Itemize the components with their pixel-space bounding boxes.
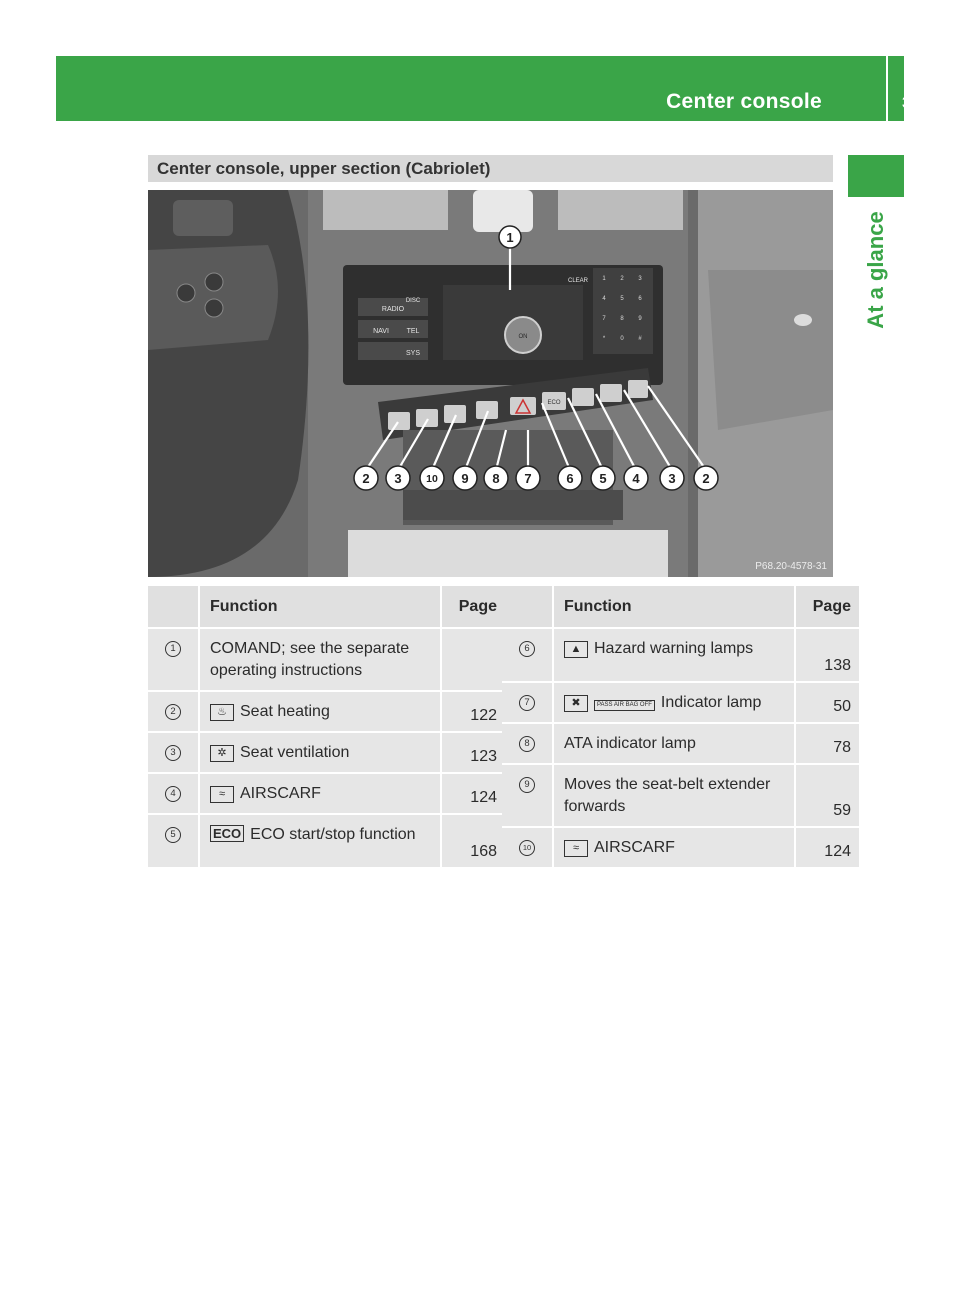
callout-2-right: 2 xyxy=(702,471,710,486)
header-divider xyxy=(886,56,888,121)
row-page: 122 xyxy=(442,692,505,733)
key-8: 8 xyxy=(620,316,624,322)
row-number: 1 xyxy=(165,641,181,657)
seat-occupancy-icon: ✖ xyxy=(564,695,588,712)
key-star: * xyxy=(602,336,606,342)
key-6: 6 xyxy=(638,296,642,302)
console-illustration xyxy=(148,190,833,577)
row-number: 9 xyxy=(519,777,535,793)
function-table-right xyxy=(502,586,859,869)
table-row xyxy=(502,765,859,828)
row-number: 5 xyxy=(165,827,181,843)
airscarf-icon: ≈ xyxy=(210,786,234,803)
row-number: 3 xyxy=(165,745,181,761)
table-header-page: Page xyxy=(796,586,859,629)
row-number: 2 xyxy=(165,704,181,720)
table-header-num xyxy=(502,586,554,629)
callout-10: 10 xyxy=(426,473,438,485)
header-title: Center console xyxy=(666,90,822,113)
row-function: Seat heating xyxy=(240,703,330,720)
callout-1: 1 xyxy=(506,230,514,245)
row-function: ECO start/stop function xyxy=(250,826,416,843)
row-page: 123 xyxy=(442,733,505,774)
row-page: 59 xyxy=(796,765,859,828)
sys-label: SYS xyxy=(405,350,421,357)
table-row xyxy=(502,828,859,869)
callout-3-right: 3 xyxy=(668,471,676,486)
strip-btn-airscarf-left xyxy=(444,405,466,423)
row-function: AIRSCARF xyxy=(594,839,675,856)
passenger-airbag-off-icon: PASS AIR BAG OFF xyxy=(594,700,655,711)
section-title: Center console, upper section (Cabriolet) xyxy=(157,159,491,178)
row-function: AIRSCARF xyxy=(240,785,321,802)
side-tab-label: At a glance xyxy=(863,211,888,329)
key-4: 4 xyxy=(602,296,606,302)
airscarf-icon: ≈ xyxy=(564,840,588,857)
table-row xyxy=(502,724,859,765)
row-number: 10 xyxy=(519,840,535,856)
table-row xyxy=(148,692,505,733)
row-page: 124 xyxy=(796,828,859,869)
row-page: 124 xyxy=(442,774,505,815)
photo-caption: P68.20-4578-31 xyxy=(755,561,827,572)
row-function: Indicator lamp xyxy=(660,694,762,711)
table-header-function: Function xyxy=(200,586,442,629)
side-tab xyxy=(848,155,904,197)
eco-icon: ECO xyxy=(210,825,244,842)
on-label: ON xyxy=(518,334,528,340)
tel-label: TEL xyxy=(406,328,420,335)
radio-label: RADIO xyxy=(381,306,405,313)
callout-7: 7 xyxy=(524,471,532,486)
table-header-page: Page xyxy=(442,586,505,629)
seat-heating-icon: ♨ xyxy=(210,704,234,721)
callout-9: 9 xyxy=(461,471,469,486)
analog-clock xyxy=(473,190,533,232)
key-2: 2 xyxy=(620,276,624,282)
callout-4: 4 xyxy=(632,471,640,486)
table-header-row xyxy=(502,586,859,629)
row-number: 8 xyxy=(519,736,535,752)
hazard-warning-icon: ▲ xyxy=(564,641,588,658)
table-row xyxy=(502,683,859,724)
callout-6: 6 xyxy=(566,471,574,486)
key-5: 5 xyxy=(620,296,624,302)
strip-btn-seat-vent-right xyxy=(600,384,622,402)
right-air-vent xyxy=(558,190,683,230)
clear-label: CLEAR xyxy=(567,278,589,284)
section-heading xyxy=(148,155,833,182)
table-header-function: Function xyxy=(554,586,796,629)
key-1: 1 xyxy=(602,276,606,282)
table-row xyxy=(502,629,859,683)
armrest xyxy=(348,530,668,577)
function-table-left xyxy=(148,586,505,869)
page-number: 35 xyxy=(902,93,921,112)
key-hash: # xyxy=(638,336,642,342)
row-page xyxy=(442,629,505,692)
row-number: 4 xyxy=(165,786,181,802)
table-row xyxy=(148,733,505,774)
table-row xyxy=(148,815,505,869)
header-bar xyxy=(56,56,921,121)
seat-ventilation-icon: ✲ xyxy=(210,745,234,762)
callout-3-left: 3 xyxy=(394,471,402,486)
table-header-num xyxy=(148,586,200,629)
key-7: 7 xyxy=(602,316,606,322)
row-page: 138 xyxy=(796,629,859,683)
callout-8: 8 xyxy=(492,471,500,486)
row-number: 6 xyxy=(519,641,535,657)
row-function: ATA indicator lamp xyxy=(554,724,796,765)
strip-btn-airscarf-right xyxy=(572,388,594,406)
row-page: 78 xyxy=(796,724,859,765)
row-function: Moves the seat-belt extender forwards xyxy=(554,765,796,828)
key-3: 3 xyxy=(638,276,642,282)
callout-2-left: 2 xyxy=(362,471,370,486)
row-function: Seat ventilation xyxy=(240,744,350,761)
callout-5: 5 xyxy=(599,471,607,486)
strip-btn-seat-heat-right xyxy=(628,380,648,398)
strip-btn-seat-vent-left xyxy=(416,409,438,427)
table-row xyxy=(148,629,505,692)
center-console-photo xyxy=(148,190,833,577)
key-0: 0 xyxy=(620,336,624,342)
row-function: COMAND; see the separate operating instructions xyxy=(200,629,442,692)
row-page: 50 xyxy=(796,683,859,724)
eco-label: ECO xyxy=(547,400,561,406)
key-9: 9 xyxy=(638,316,642,322)
glovebox-latch xyxy=(794,314,812,326)
table-row xyxy=(148,774,505,815)
row-number: 7 xyxy=(519,695,535,711)
row-function: Hazard warning lamps xyxy=(594,640,754,657)
row-page: 168 xyxy=(442,815,505,869)
disc-label: DISC xyxy=(405,298,421,304)
table-header-row xyxy=(148,586,505,629)
strip-btn-seat-heat-left xyxy=(388,412,410,430)
left-air-vent xyxy=(323,190,448,230)
navi-label: NAVI xyxy=(373,328,389,335)
